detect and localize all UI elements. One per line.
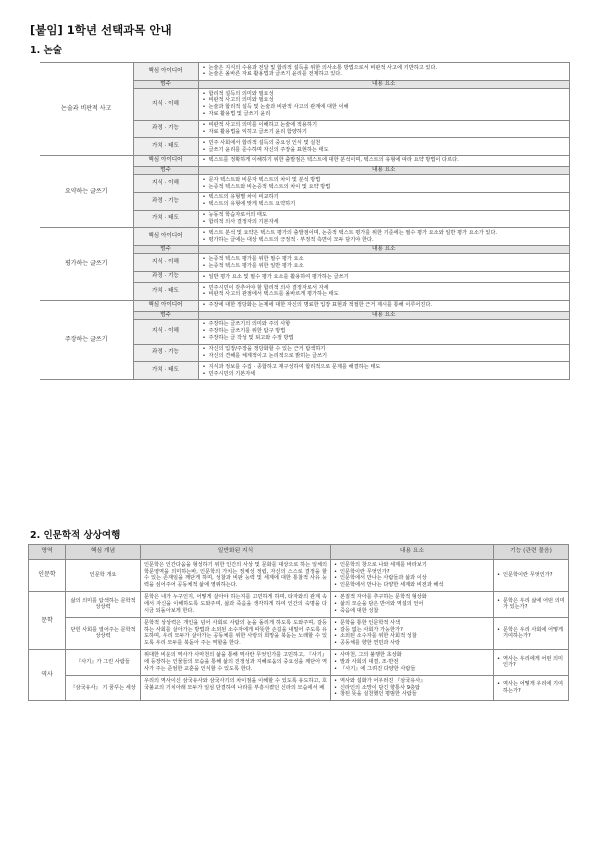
list-item: • 민주시민이 갖추어야 할 합리적 의사 결정자로서 자세 xyxy=(203,285,566,292)
area-cell: 역사 xyxy=(29,650,66,701)
core-idea-list xyxy=(203,230,566,244)
core-idea-list xyxy=(203,302,566,309)
list-item: • 문학은 우리 사회에 어떻게 기여하는가? xyxy=(497,627,565,641)
process-list xyxy=(203,346,566,360)
content-cell xyxy=(331,617,494,649)
category-header: 범주 xyxy=(133,80,198,88)
value-label: 가치 · 태도 xyxy=(133,210,198,228)
core-idea-list xyxy=(203,65,566,79)
table-header-row xyxy=(29,545,569,560)
content-header: 내용 요소 xyxy=(198,80,570,88)
core-idea-label: 핵심 아이디어 xyxy=(133,300,198,311)
list-item: • 글쓰기 윤리를 준수하며 자신의 주장을 표현하는 태도 xyxy=(203,147,566,154)
concept-cell: 닫힌 사회를 열어주는 문학적 상상력 xyxy=(66,617,141,649)
core-idea-content xyxy=(198,63,570,81)
list-item: • 갈등 없는 사회가 가능한가? xyxy=(334,627,490,634)
value-list xyxy=(203,140,566,154)
function-cell xyxy=(494,559,569,591)
list-item: • 자료 활용법 및 글쓰기 윤리 xyxy=(203,111,566,118)
knowledge-cell: 문학적 상상력은 개인을 넘어 사회로 사람의 눈을 돌리게 하도록 도와주며, 갈등하는 사회를 살아가는 방법과 소외된 소수자에게 따뜻한 손길을 내밀어 주도록 유도하며, 우리 모두가 살아가는 공동체를 위한 사랑의 희망을 북돋는 노래할 수 있도록 우리 모두를 북돋아 주는 역할을 한다. xyxy=(141,617,331,649)
list-item: • 주장에 대한 정당화는 논제에 대한 자신의 명료한 입장 표현과 적절한 근거 제시를 통해 이루어진다. xyxy=(203,302,566,309)
knowledge-list xyxy=(203,321,566,342)
table-row xyxy=(40,155,570,166)
list-item: • 민주시민의 기본자세 xyxy=(203,371,566,378)
list-item: • 평가하는 글에는 대상 텍스트의 긍정적 · 부정적 측면이 모두 담기야 한다. xyxy=(203,237,566,244)
header-content: 내용 요소 xyxy=(331,545,494,560)
list-item: • 역사와 설화가 어우러진 『삼국유사』 xyxy=(334,678,490,685)
table-row xyxy=(29,675,569,701)
process-label: 과정 · 기능 xyxy=(133,120,198,138)
knowledge-content xyxy=(198,89,570,120)
function-list xyxy=(497,598,565,612)
area-name: 요약하는 글쓰기 xyxy=(40,155,133,227)
list-item: • 자신의 견해를 체계적이고 논리적으로 밝히는 글쓰기 xyxy=(203,353,566,360)
list-item: • 『사기』에 그려진 다양한 사람들 xyxy=(334,666,490,673)
content-cell xyxy=(331,592,494,618)
document-title: [붙임] 1학년 선택과목 안내 xyxy=(30,23,172,37)
area-name: 논술과 비판적 사고 xyxy=(40,63,133,156)
knowledge-cell: 문학은 내가 누구인지, 어떻게 살아야 하는지를 고민하게 하며, 타자와의 관계 속에서 자신을 이해하도록 도와주며, 삶과 죽음을 생각하게 하여 인간의 숙명을 다시금 되돌아보게 한다. xyxy=(141,592,331,618)
content-list xyxy=(334,562,490,589)
function-cell xyxy=(494,675,569,701)
function-list xyxy=(497,656,565,670)
header-area: 영역 xyxy=(29,545,66,560)
list-item: • 주장하는 글쓰기를 위한 탐구 방법 xyxy=(203,328,566,335)
list-item: • 공동체를 향한 연민과 사랑 xyxy=(334,640,490,647)
list-item: • 비판적 사고의 의미와 필요성 xyxy=(203,97,566,104)
content-list xyxy=(334,652,490,673)
list-item: • 삶의 모순을 담은 반어와 역설의 언어 xyxy=(334,601,490,608)
knowledge-label: 지식 · 이해 xyxy=(133,89,198,120)
area-cell: 인문학 xyxy=(29,559,66,591)
content-list xyxy=(334,594,490,615)
core-idea-label: 핵심 아이디어 xyxy=(133,155,198,166)
list-item: • 역사는 어떻게 우리에 기여하는가? xyxy=(497,681,565,695)
table-row xyxy=(29,650,569,676)
list-item: • 능동적 학습자로서의 태도 xyxy=(203,212,566,219)
list-item: • 인문학에서 만나는 사람들과 삶과 이상 xyxy=(334,575,490,582)
knowledge-cell: 우리의 역사이신 삼국유사와 삼국사기의 차이점을 이해할 수 있도록 유도하고, 호국불교의 기치아래 모두가 일심 단결하여 나라를 부흥시켰던 신라의 모습에서 배 xyxy=(141,675,331,701)
knowledge-cell: 위대한 비운의 역사가 사마천의 삶을 통해 역사란 무엇인가를 고민하고, 『사기』에 등장하는 인물들의 모습을 통해 삶의 진정성과 지혜로움의 중요성을 깨닫아 역사가 주는 준엄한 교훈을 인식할 수 있도록 한다. xyxy=(141,650,331,676)
list-item: • 문자 텍스트와 비문자 텍스트의 차이 및 분석 방법 xyxy=(203,177,566,184)
concept-cell: 인문학 개요 xyxy=(66,559,141,591)
header-knowledge: 일반화된 지식 xyxy=(141,545,331,560)
list-item: • 주장하는 글쓰기의 의미와 주의 사항 xyxy=(203,321,566,328)
content-list xyxy=(334,678,490,699)
content-cell xyxy=(331,650,494,676)
knowledge-label: 지식 · 이해 xyxy=(133,175,198,193)
table-row xyxy=(29,559,569,591)
value-content xyxy=(198,138,570,156)
list-item: • 본질적 자아를 추구하는 문학적 형상화 xyxy=(334,594,490,601)
category-header: 범주 xyxy=(133,311,198,319)
list-item: • 논증적 텍스트와 비논증적 텍스트의 차이 및 요약 방법 xyxy=(203,184,566,191)
list-item: • 창된 뜻을 실천했던 평범한 사람들 xyxy=(334,691,490,698)
function-cell xyxy=(494,592,569,618)
table-row xyxy=(29,617,569,649)
function-list xyxy=(497,627,565,641)
core-idea-content xyxy=(198,300,570,311)
area-name: 평가하는 글쓰기 xyxy=(40,228,133,300)
value-content xyxy=(198,283,570,301)
table-row xyxy=(29,592,569,618)
section-title-humanities: 2. 인문학적 상상여행 xyxy=(30,530,121,541)
list-item: • 논술은 올바른 자료 활용법과 글쓰기 윤리를 전제하고 있다. xyxy=(203,71,566,78)
list-item: • 인문학에서 만나는 다양한 세계와 비전과 해석 xyxy=(334,582,490,589)
value-list xyxy=(203,364,566,378)
knowledge-content xyxy=(198,319,570,344)
core-idea-content xyxy=(198,228,570,246)
list-item: • 지식과 정보를 수집 · 종합하고 재구성하여 합리적으로 문제를 해결하는 태도 xyxy=(203,364,566,371)
knowledge-list xyxy=(203,91,566,118)
concept-cell: 『사기』가 그린 사람들 xyxy=(66,650,141,676)
core-idea-label: 핵심 아이디어 xyxy=(133,228,198,246)
knowledge-label: 지식 · 이해 xyxy=(133,254,198,272)
list-item: • 민주 사회에서 합리적 설득의 중요성 인식 및 실천 xyxy=(203,140,566,147)
list-item: • 논증적 텍스트 평가를 위한 필수 평가 요소 xyxy=(203,256,566,263)
list-item: • 문학을 통한 인문학적 사색 xyxy=(334,620,490,627)
process-label: 과정 · 기능 xyxy=(133,192,198,210)
list-item: • 텍스트의 유형에 맞게 텍스트 요약하기 xyxy=(203,201,566,208)
category-header: 범주 xyxy=(133,166,198,174)
area-name: 주장하는 글쓰기 xyxy=(40,300,133,379)
value-content xyxy=(198,210,570,228)
list-item: • 논술은 지식의 수용과 전달 및 합리적 설득을 위한 의사소통 방법으로서 비판적 사고에 기반하고 있다. xyxy=(203,65,566,72)
list-item: • 일반 평가 요소 및 필수 평가 요소를 활용하여 평가하는 글쓰기 xyxy=(203,274,566,281)
process-content xyxy=(198,272,570,283)
function-cell xyxy=(494,650,569,676)
content-header: 내용 요소 xyxy=(198,166,570,174)
list-item: • 신라인의 소망이 담긴 향통사 9층탑 xyxy=(334,685,490,692)
list-item: • 인문학의 창으로 나와 세계를 바라보기 xyxy=(334,562,490,569)
value-label: 가치 · 태도 xyxy=(133,283,198,301)
category-header: 범주 xyxy=(133,246,198,254)
list-item: • 텍스트를 정확하게 이해하기 위한 출발점은 텍스트에 대한 분석이며, 텍스트의 유형에 따라 요약 방법이 다르다. xyxy=(203,157,566,164)
list-item: • 합리적 설득의 의미와 필요성 xyxy=(203,91,566,98)
list-item: • 텍스트 분석 및 요약은 텍스트 평가의 출발점이며, 논증적 텍스트 평가를 위한 기준에는 필수 평가 요소와 일반 평가 요소가 있다. xyxy=(203,230,566,237)
knowledge-cell: 인문학은 인간다움을 형성하기 위한 인간의 사상 및 문화를 대상으로 하는 일체의 학문영역을 의미하는바, 인문학의 가치는 정체성 정립, 자신의 스스로 결정을 할 수 있는 존재임을 깨닫게 하며, 성찰과 비판 능력 및 세계에 대한 통찰적 사유 능력을 심어주어 공동체적 삶에 영위하는다. xyxy=(141,559,331,591)
process-content xyxy=(198,344,570,362)
content-cell xyxy=(331,675,494,701)
knowledge-content xyxy=(198,254,570,272)
knowledge-list xyxy=(203,177,566,191)
value-list xyxy=(203,285,566,299)
list-item: • 비판적 사고의 관점에서 텍스트를 올바르게 평가하는 태도 xyxy=(203,291,566,298)
nonsul-table xyxy=(40,62,570,380)
content-header: 내용 요소 xyxy=(198,311,570,319)
table-row xyxy=(40,300,570,311)
list-item: • 텍스트의 유형별 차이 비교하기 xyxy=(203,194,566,201)
content-header: 내용 요소 xyxy=(198,246,570,254)
knowledge-list xyxy=(203,256,566,270)
value-list xyxy=(203,212,566,226)
list-item: • 합리적 의사 결정자의 기본자세 xyxy=(203,219,566,226)
content-list xyxy=(334,620,490,647)
list-item: • 주장하는 글 작성 및 퇴고와 수정 방법 xyxy=(203,335,566,342)
process-label: 과정 · 기능 xyxy=(133,272,198,283)
list-item: • 자신의 입장/주장을 정당화할 수 있는 근거 탐색하기 xyxy=(203,346,566,353)
humanities-table xyxy=(28,544,569,701)
knowledge-label: 지식 · 이해 xyxy=(133,319,198,344)
core-idea-content xyxy=(198,155,570,166)
table-row xyxy=(40,228,570,246)
process-label: 과정 · 기능 xyxy=(133,344,198,362)
list-item: • 논술과 합리적 설득 및 논술과 비판적 사고의 관계에 대한 이해 xyxy=(203,104,566,111)
knowledge-content xyxy=(198,175,570,193)
list-item: • 인문학이란 무엇인가? xyxy=(334,569,490,576)
header-concept: 핵심 개념 xyxy=(66,545,141,560)
list-item: • 죽음에 대한 성찰 xyxy=(334,608,490,615)
content-cell xyxy=(331,559,494,591)
list-item: • 문학은 우리 삶에 어떤 의미가 있는가? xyxy=(497,598,565,612)
header-function: 기능 (관련 물음) xyxy=(494,545,569,560)
function-list xyxy=(497,572,565,579)
list-item: • 발과 사회의 대결, 조·반전 xyxy=(334,659,490,666)
value-label: 가치 · 태도 xyxy=(133,362,198,380)
list-item: • 소외된 소수자를 위한 사회적 성찰 xyxy=(334,633,490,640)
function-list xyxy=(497,681,565,695)
process-content xyxy=(198,192,570,210)
list-item: • 인문학이란 무엇인가? xyxy=(497,572,565,579)
function-cell xyxy=(494,617,569,649)
value-label: 가치 · 태도 xyxy=(133,138,198,156)
process-list xyxy=(203,194,566,208)
concept-cell: 『삼국유사』 기 꿈꾸는 세상 xyxy=(66,675,141,701)
concept-cell: 삶의 의미를 탐색하는 문학적 상상력 xyxy=(66,592,141,618)
table-row xyxy=(40,63,570,81)
process-list xyxy=(203,122,566,136)
list-item: • 자료 활용법을 익히고 글쓰기 윤리 함양하기 xyxy=(203,129,566,136)
process-content xyxy=(198,120,570,138)
list-item: • 논증적 텍스트 평가를 위한 일반 평가 요소 xyxy=(203,263,566,270)
section-title-nonsul: 1. 논술 xyxy=(30,45,62,56)
core-idea-label: 핵심 아이디어 xyxy=(133,63,198,81)
process-list xyxy=(203,274,566,281)
value-content xyxy=(198,362,570,380)
list-item: • 역사는 우리에게 어떤 의미인가? xyxy=(497,656,565,670)
area-cell: 문학 xyxy=(29,592,66,650)
core-idea-list xyxy=(203,157,566,164)
list-item: • 비판적 사고의 의미를 이해하고 논술에 적용하기 xyxy=(203,122,566,129)
list-item: • 사마천, 그의 불행한 초상화 xyxy=(334,652,490,659)
